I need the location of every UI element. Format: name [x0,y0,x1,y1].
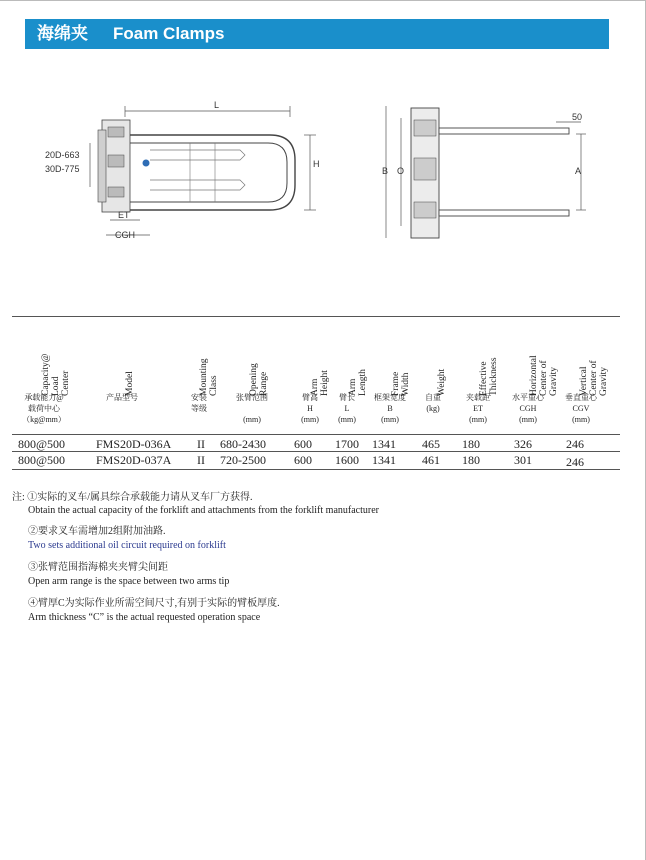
table-top-rule [12,316,620,317]
note-1-cn: 注: ①实际的叉车/属具综合承载能力请从叉车厂方获得. [12,492,253,503]
note-2-cn: ②要求叉车需增加2组附加油路. [28,526,166,537]
dim-50-label: 50 [572,112,583,122]
dim-et-label: ET [118,210,130,220]
width-label-30d: 30D-775 [45,164,80,174]
title-bar [25,19,609,49]
dim-cgh-label: CGH [115,230,135,240]
width-label-20d: 20D-663 [45,150,80,160]
note-4-en: Arm thickness “C” is the actual requested operation space [28,612,261,623]
note-3-cn: ③张臂范围指海棉夹夹臂尖间距 [28,562,168,573]
note-4-cn: ④臂厚C为实际作业所需空间尺寸,有别于实际的臂板厚度. [28,598,280,609]
dim-l-label: L [214,100,220,110]
dim-h-label: H [313,159,320,169]
table-row-rule [12,451,620,452]
note-3-en: Open arm range is the space between two arms tip [28,576,230,587]
title-english: Foam Clamps [113,24,225,43]
note-2-en: Two sets additional oil circuit required on forklift [28,540,226,551]
dim-b-label: B [382,166,389,176]
note-1-en: Obtain the actual capacity of the forklift and attachments from the forklift manufacturer [28,505,379,516]
front-view-drawing [376,98,596,248]
dim-o-label: O [397,166,405,176]
title-chinese: 海绵夹 [37,24,88,43]
side-view-drawing [40,95,340,245]
center-of-gravity-marker [143,160,150,167]
table-bottom-rule [12,469,620,470]
table-header-rule [12,434,620,435]
dim-a-label: A [575,166,582,176]
